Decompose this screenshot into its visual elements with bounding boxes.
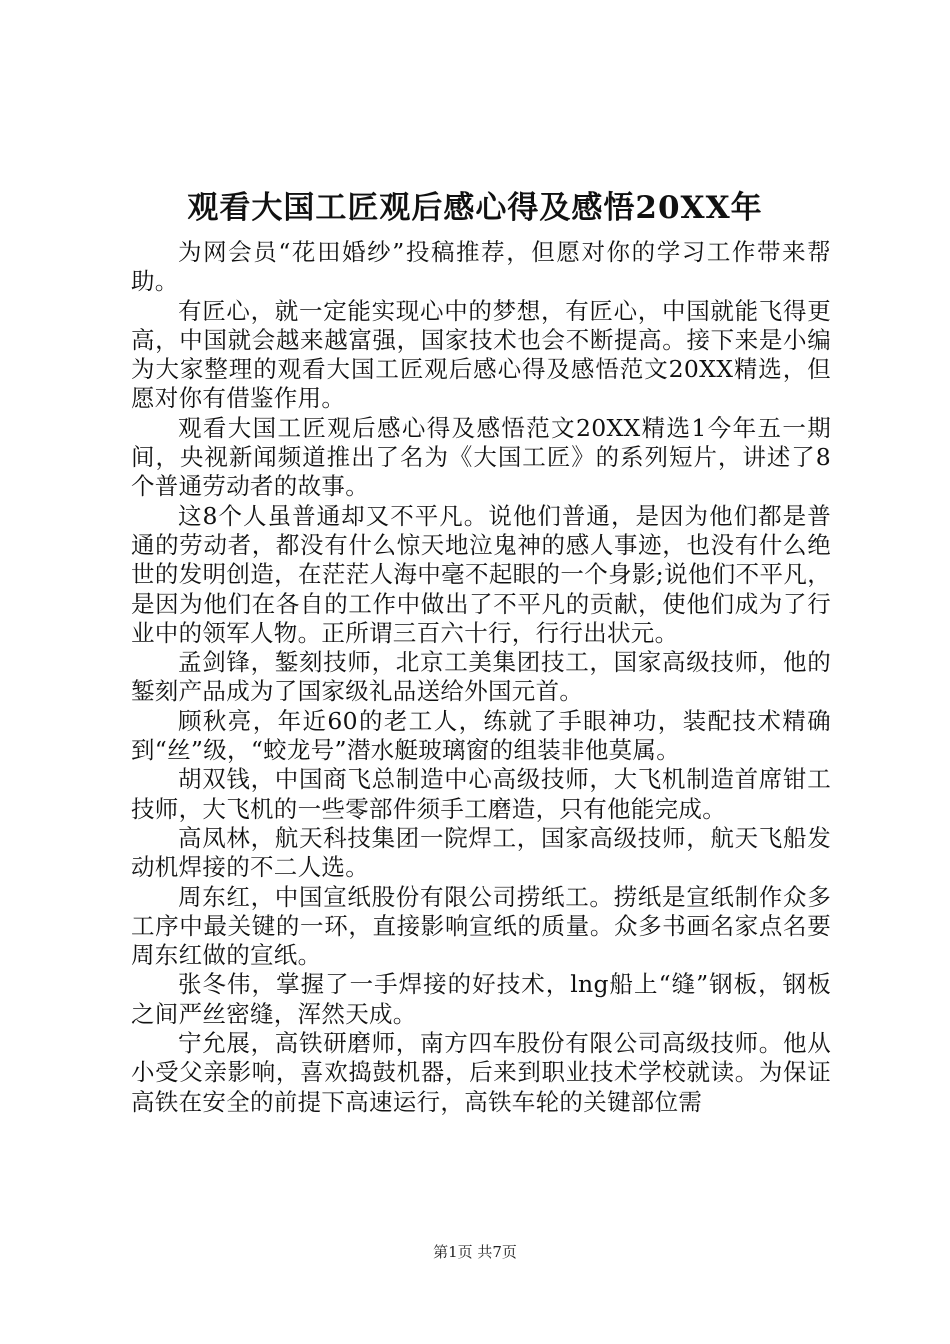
paragraph-ning-yunzhan: 宁允展，高铁研磨师，南方四车股份有限公司高级技师。他从小受父亲影响，喜欢捣鼓机器，后来到职业技术学校就读。为保证高铁在安全的前提下高速运行，高铁车轮的关键部位需 [131, 1029, 831, 1116]
paragraph-intro: 为网会员“花田婚纱”投稿推荐，但愿对你的学习工作带来帮助。 [131, 238, 831, 296]
paragraph-meng-jianfeng: 孟剑锋，錾刻技师，北京工美集团技工，国家高级技师，他的錾刻产品成为了国家级礼品送给外国元首。 [131, 648, 831, 706]
paragraph-gao-fenglin: 高凤林，航天科技集团一院焊工，国家高级技师，航天飞船发动机焊接的不二人选。 [131, 823, 831, 882]
document-body [131, 238, 831, 1117]
paragraph-preface: 有匠心，就一定能实现心中的梦想，有匠心，中国就能飞得更高，中国就会越来越富强，国家技术也会不断提高。接下来是小编为大家整理的观看大国工匠观后感心得及感悟范文20XX精选，但愿对你有借鉴作用。 [131, 296, 831, 413]
paragraph-ordinary-extraordinary: 这8个人虽普通却又不平凡。说他们普通，是因为他们都是普通的劳动者，都没有什么惊天地泣鬼神的感人事迹，也没有什么绝世的发明创造，在茫茫人海中毫不起眼的一个身影;说他们不平凡，是因为他们在各自的工作中做出了不平凡的贡献，使他们成为了行业中的领军人物。正所谓三百六十行，行行出状元。 [131, 501, 831, 647]
paragraph-essay-opening: 观看大国工匠观后感心得及感悟范文20XX精选1今年五一期间，央视新闻频道推出了名为《大国工匠》的系列短片，讲述了8个普通劳动者的故事。 [131, 413, 831, 501]
paragraph-zhang-dongwei: 张冬伟，掌握了一手焊接的好技术，lng船上“缝”钢板，钢板之间严丝密缝，浑然天成。 [131, 970, 831, 1028]
page-number-footer: 第1页 共7页 [433, 1243, 517, 1261]
paragraph-zhou-donghong: 周东红，中国宣纸股份有限公司捞纸工。捞纸是宣纸制作众多工序中最关键的一环，直接影响宣纸的质量。众多书画名家点名要周东红做的宣纸。 [131, 882, 831, 970]
paragraph-gu-qiuliang: 顾秋亮，年近60的老工人，练就了手眼神功，装配技术精确到“丝”级，“蛟龙号”潜水艇玻璃窗的组装非他莫属。 [131, 706, 831, 765]
paragraph-hu-shuangqian: 胡双钱，中国商飞总制造中心高级技师，大飞机制造首席钳工技师，大飞机的一些零部件须手工磨造，只有他能完成。 [131, 765, 831, 823]
document-title: 观看大国工匠观后感心得及感悟20XX年 [187, 190, 763, 226]
